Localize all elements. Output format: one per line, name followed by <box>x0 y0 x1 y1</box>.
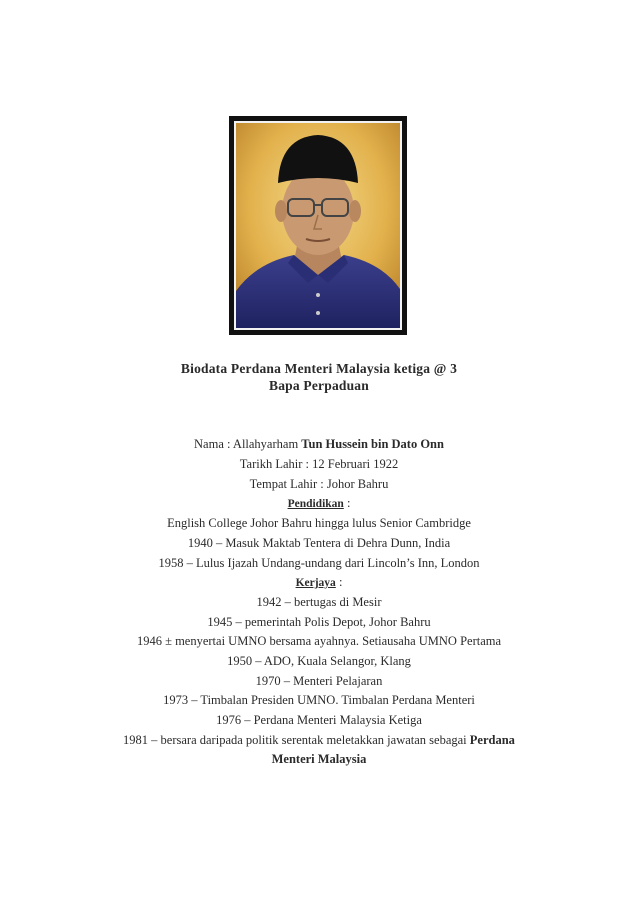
birth-place: Tempat Lahir : Johor Bahru <box>249 477 389 491</box>
career-last-line2: Menteri Malaysia <box>271 752 367 766</box>
career-item: 1942 – bertugas di Mesir <box>256 595 382 609</box>
career-item-last-cont <box>0 752 638 767</box>
career-item: 1973 – Timbalan Presiden UMNO. Timbalan Perdana Menteri <box>163 693 475 707</box>
name-value: Tun Hussein bin Dato Onn <box>301 437 444 451</box>
career-colon: : <box>335 575 343 589</box>
career-item: 1945 – pemerintah Polis Depot, Johor Bahru <box>207 615 431 629</box>
name-label: Nama : Allahyarham <box>194 437 302 451</box>
doc-subtitle: Bapa Perpaduan <box>269 378 369 393</box>
education-item: 1940 – Masuk Maktab Tentera di Dehra Dunn, India <box>187 536 451 550</box>
career-item: 1976 – Perdana Menteri Malaysia Ketiga <box>216 713 422 727</box>
career-item: 1950 – ADO, Kuala Selangor, Klang <box>227 654 411 668</box>
career-heading-line <box>0 575 638 590</box>
education-heading: Pendidikan <box>287 498 344 510</box>
portrait-photo <box>229 116 407 335</box>
education-item: 1958 – Lulus Ijazah Undang-undang dari Lincoln’s Inn, London <box>158 556 480 570</box>
career-item-last <box>0 733 638 748</box>
education-heading-line <box>0 496 638 511</box>
birth-date: Tarikh Lahir : 12 Februari 1922 <box>239 457 399 471</box>
career-last-text: 1981 – bersara daripada politik serentak meletakkan jawatan sebagai <box>123 733 470 747</box>
education-item: English College Johor Bahru hingga lulus Senior Cambridge <box>167 516 471 530</box>
career-last-bold: Perdana <box>469 733 515 747</box>
career-item: 1946 ± menyertai UMNO bersama ayahnya. Setiausaha UMNO Pertama <box>136 634 502 648</box>
doc-title: Biodata Perdana Menteri Malaysia ketiga @ 3 <box>180 361 458 376</box>
name-line <box>0 437 638 452</box>
career-heading: Kerjaya <box>295 577 336 589</box>
career-item: 1970 – Menteri Pelajaran <box>255 674 383 688</box>
education-colon: : <box>343 496 351 510</box>
portrait-image <box>236 123 400 328</box>
